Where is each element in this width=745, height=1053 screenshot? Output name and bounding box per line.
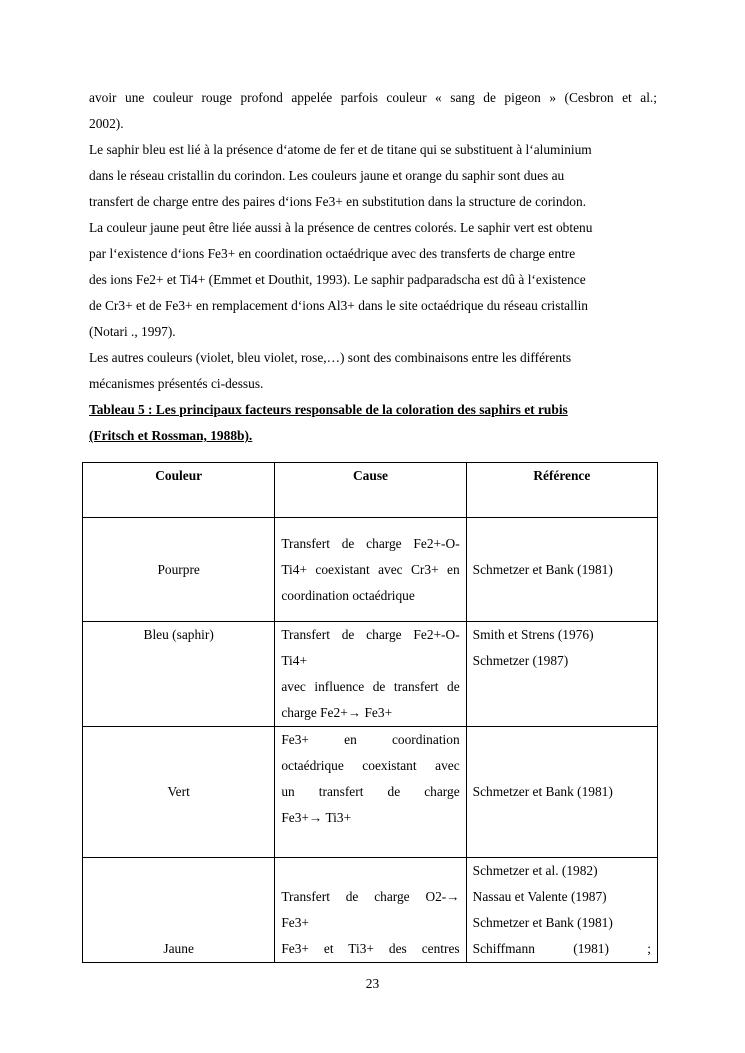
text-line: Les autres couleurs (violet, bleu violet, rose,…) sont des combinaisons entre les différents xyxy=(89,350,572,365)
cell-cause xyxy=(275,727,466,858)
cell-color xyxy=(83,518,275,622)
paragraph-3 xyxy=(89,345,657,397)
reference-line: Smith et Strens (1976) xyxy=(472,627,594,642)
color-name: Bleu (saphir) xyxy=(143,627,214,642)
table-row xyxy=(83,727,658,858)
cell-color xyxy=(83,622,275,727)
header-reference: Référence xyxy=(466,463,657,518)
cause-line: un transfert de charge xyxy=(281,784,460,799)
cell-cause xyxy=(275,858,466,963)
cause-line: charge Fe2+→ Fe3+ xyxy=(281,705,393,720)
paragraph-2 xyxy=(89,137,657,345)
color-name: Jaune xyxy=(163,941,194,956)
cell-reference xyxy=(466,858,657,963)
cell-reference xyxy=(466,518,657,622)
cell-reference xyxy=(466,727,657,858)
header-cause: Cause xyxy=(275,463,466,518)
reference-line: Schmetzer et al. (1982) xyxy=(472,863,598,878)
cell-color xyxy=(83,858,275,963)
cause-line: Ti4+ xyxy=(281,653,308,668)
header-couleur: Couleur xyxy=(83,463,275,518)
table-header-row xyxy=(83,463,658,518)
cell-color xyxy=(83,727,275,858)
cause-line: octaédrique coexistant avec xyxy=(281,758,460,773)
table-row xyxy=(83,518,658,622)
text-line: avoir une couleur rouge profond appelée parfois couleur « sang de pigeon » (Cesbron et al.; xyxy=(89,90,657,105)
text-line: Le saphir bleu est lié à la présence d‘atome de fer et de titane qui se substituent à l‘aluminium xyxy=(89,142,592,157)
color-name: Vert xyxy=(167,784,190,799)
page-number: 23 xyxy=(365,976,380,991)
text-line: mécanismes présentés ci-dessus. xyxy=(89,376,264,391)
cell-cause xyxy=(275,622,466,727)
text-line: (Notari ., 1997). xyxy=(89,324,176,339)
cause-line: Transfert de charge O2-→ xyxy=(281,889,460,904)
text-line: La couleur jaune peut être liée aussi à la présence de centres colorés. Le saphir vert est obtenu xyxy=(89,220,593,235)
reference-line: Schmetzer (1987) xyxy=(472,653,569,668)
table-title-line: Tableau 5 : Les principaux facteurs responsable de la coloration des saphirs et rubis xyxy=(89,402,568,417)
cause-line: avec influence de transfert de xyxy=(281,679,460,694)
cell-reference xyxy=(466,622,657,727)
reference-line: Schiffmann (1981) ; xyxy=(472,941,651,956)
cause-line: Fe3+ en coordination xyxy=(281,732,460,747)
table-title xyxy=(89,397,669,449)
cell-cause xyxy=(275,518,466,622)
reference-line: Schmetzer et Bank (1981) xyxy=(472,915,613,930)
reference-line: Schmetzer et Bank (1981) xyxy=(472,784,613,799)
text-line: par l‘existence d‘ions Fe3+ en coordination octaédrique avec des transferts de charge entre xyxy=(89,246,576,261)
table-row xyxy=(83,858,658,963)
cause-line: Ti4+ coexistant avec Cr3+ en xyxy=(281,561,460,577)
cause-line: coordination octaédrique xyxy=(281,587,415,603)
cause-line: Fe3+→ Ti3+ xyxy=(281,810,352,825)
text-line: dans le réseau cristallin du corindon. Les couleurs jaune et orange du saphir sont dues au xyxy=(89,168,565,183)
cause-line: Fe3+ xyxy=(281,915,309,930)
color-name: Pourpre xyxy=(157,561,200,577)
reference-line: Schmetzer et Bank (1981) xyxy=(472,561,613,577)
text-line: de Cr3+ et de Fe3+ en remplacement d‘ions Al3+ dans le site octaédrique du réseau cristallin xyxy=(89,298,588,313)
cause-line: Transfert de charge Fe2+-O- xyxy=(281,627,460,642)
text-line: transfert de charge entre des paires d‘ions Fe3+ en substitution dans la structure de corindon. xyxy=(89,194,587,209)
cause-line: Transfert de charge Fe2+-O- xyxy=(281,535,460,551)
table-title-line: (Fritsch et Rossman, 1988b). xyxy=(89,428,253,443)
paragraph-1 xyxy=(89,85,657,137)
coloration-table xyxy=(82,462,658,963)
text-line: des ions Fe2+ et Ti4+ (Emmet et Douthit, 1993). Le saphir padparadscha est dû à l‘existence xyxy=(89,272,586,287)
cause-line: Fe3+ et Ti3+ des centres xyxy=(281,941,460,956)
reference-line: Nassau et Valente (1987) xyxy=(472,889,607,904)
table-row xyxy=(83,622,658,727)
text-line: 2002). xyxy=(89,116,124,131)
